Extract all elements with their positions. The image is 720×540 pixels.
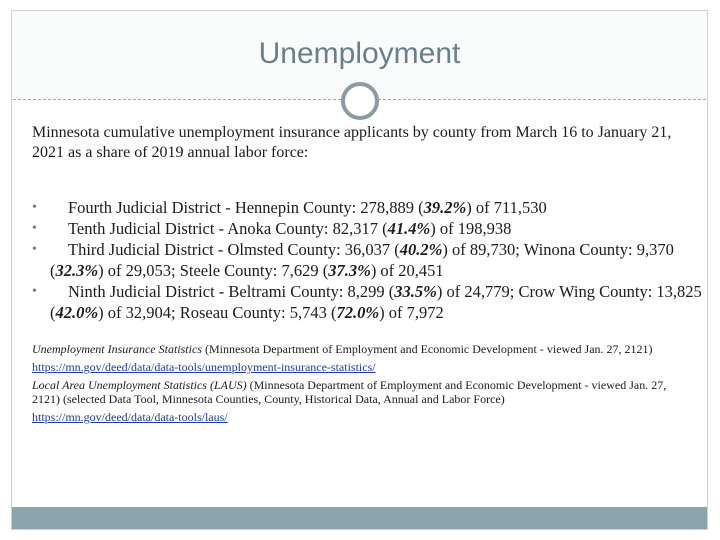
bullet-item	[32, 197, 702, 218]
reference-link-row	[32, 360, 697, 374]
references	[32, 342, 697, 428]
bullet-text: ) of 24,779; Crow Wing County: 13,825 (	[50, 282, 702, 322]
intro-text: Minnesota cumulative unemployment insurance applicants by county from March 16 to January 21, 2021 as a share of 2019 annual labor force:	[32, 124, 672, 161]
bullet-text: ) of 7,972	[379, 303, 444, 322]
reference-title: Unemployment Insurance Statistics	[32, 342, 202, 356]
bullet-text: Third Judicial District - Olmsted County: 36,037 (	[68, 240, 400, 259]
reference-item	[32, 378, 697, 406]
bullet-icon: •	[32, 242, 37, 257]
bullet-icon: •	[32, 221, 37, 236]
bullet-text: Tenth Judicial District - Anoka County: 82,317 (	[68, 219, 388, 238]
bullet-percent: 42.0%	[55, 303, 99, 322]
bullet-percent: 41.4%	[387, 219, 431, 238]
slide-title: Unemployment	[258, 37, 461, 70]
bullet-percent: 40.2%	[399, 240, 443, 259]
ring-ornament	[341, 82, 379, 120]
bullet-text: Ninth Judicial District - Beltrami County: 8,299 (	[68, 282, 395, 301]
bullet-percent: 39.2%	[423, 198, 467, 217]
reference-detail: (Minnesota Department of Employment and Economic Development - viewed Jan. 27, 2121) (selected Data Tool, Minnesota Counties, County, Historical Data, Annual and Labor Force)	[32, 378, 667, 406]
bullet-text: ) of 198,938	[430, 219, 512, 238]
reference-title: Local Area Unemployment Statistics (LAUS)	[32, 378, 247, 392]
reference-link[interactable]: https://mn.gov/deed/data/data-tools/unemployment-insurance-statistics/	[32, 360, 376, 374]
bullet-item	[32, 239, 702, 281]
bullet-text: ) of 32,904; Roseau County: 5,743 (	[98, 303, 337, 322]
bullet-item	[32, 218, 702, 239]
bullet-text: Fourth Judicial District - Hennepin County: 278,889 (	[68, 198, 424, 217]
reference-link[interactable]: https://mn.gov/deed/data/data-tools/laus/	[32, 410, 228, 424]
reference-item	[32, 342, 697, 356]
footer-bar	[12, 507, 707, 529]
bullet-text: ) of 711,530	[466, 198, 547, 217]
bullet-list	[32, 197, 702, 323]
bullet-text: ) of 29,053; Steele County: 7,629 (	[98, 261, 329, 280]
bullet-item	[32, 281, 702, 323]
bullet-percent: 72.0%	[336, 303, 380, 322]
bullet-text: ) of 20,451	[370, 261, 444, 280]
bullet-icon: •	[32, 200, 37, 215]
reference-link-row	[32, 410, 697, 424]
slide	[11, 10, 708, 530]
bullet-percent: 33.5%	[394, 282, 437, 301]
bullet-text: ) of 89,730; Winona County: 9,370 (	[50, 240, 674, 280]
reference-detail: (Minnesota Department of Employment and Economic Development - viewed Jan. 27, 2121)	[201, 342, 653, 356]
bullet-icon: •	[32, 284, 37, 299]
bullet-percent: 32.3%	[55, 261, 99, 280]
bullet-percent: 37.3%	[328, 261, 371, 280]
